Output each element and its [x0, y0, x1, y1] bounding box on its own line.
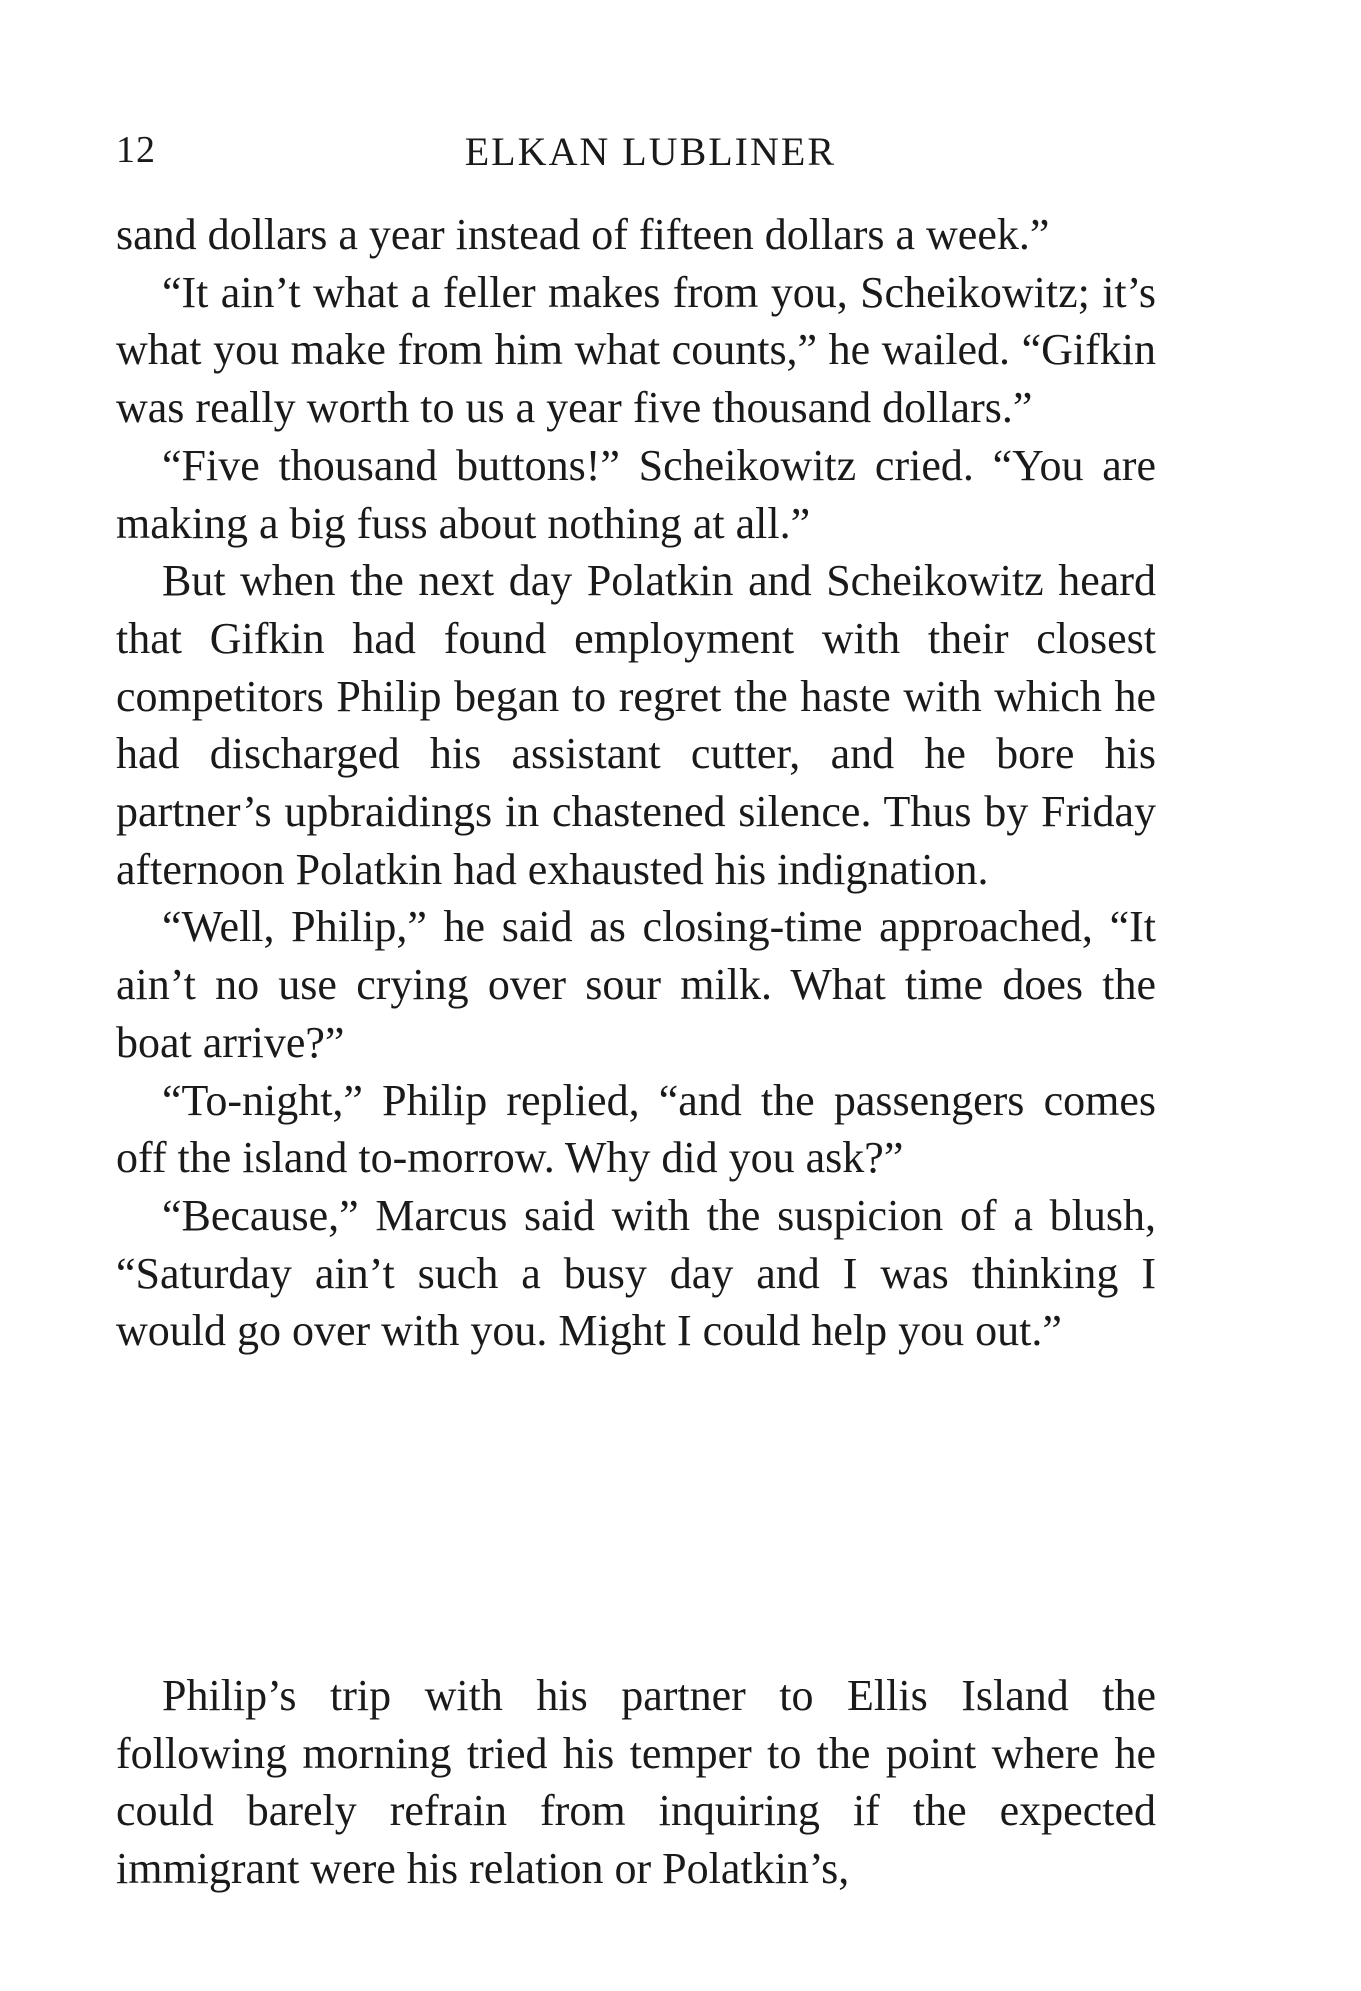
page-header: [116, 128, 1156, 188]
body-text-section-1: [116, 206, 1156, 1360]
running-title: ELKAN LUBLINER: [464, 129, 836, 174]
paragraph: “Five thousand buttons!” Scheikowitz cried. “You are making a big fuss about nothing at all.”: [116, 440, 1156, 548]
paragraph: But when the next day Polatkin and Scheikowitz heard that Gifkin had found employment with their closest competitors Philip began to regret the haste with which he had discharged his assistant cutter, and he bore his partner’s upbraidings in chastened silence. Thus by Friday afternoon Polatkin had exhausted his indignation.: [116, 556, 1156, 894]
paragraph: “To-night,” Philip replied, “and the passengers comes off the island to-morrow. Why did you ask?”: [116, 1075, 1156, 1183]
paragraph: “Because,” Marcus said with the suspicion of a blush, “Saturday ain’t such a busy day and I was thinking I would go over with you. Might I could help you out.”: [116, 1190, 1156, 1356]
page-number: 12: [116, 129, 156, 171]
paragraph: “Well, Philip,” he said as closing-time approached, “It ain’t no use crying over sour milk. What time does the boat arrive?”: [116, 902, 1156, 1067]
body-text-section-2: [116, 1667, 1156, 1898]
paragraph: “It ain’t what a feller makes from you, Scheikowitz; it’s what you make from him what counts,” he wailed. “Gifkin was really worth to us a year five thousand dollars.”: [116, 267, 1156, 433]
paragraph-continued: sand dollars a year instead of fifteen dollars a week.”: [116, 210, 1050, 259]
paragraph: Philip’s trip with his partner to Ellis Island the following morning tried his temper to the point where he could barely refrain from inquiring if the expected immigrant were his relation or Polatkin’s,: [116, 1671, 1156, 1894]
